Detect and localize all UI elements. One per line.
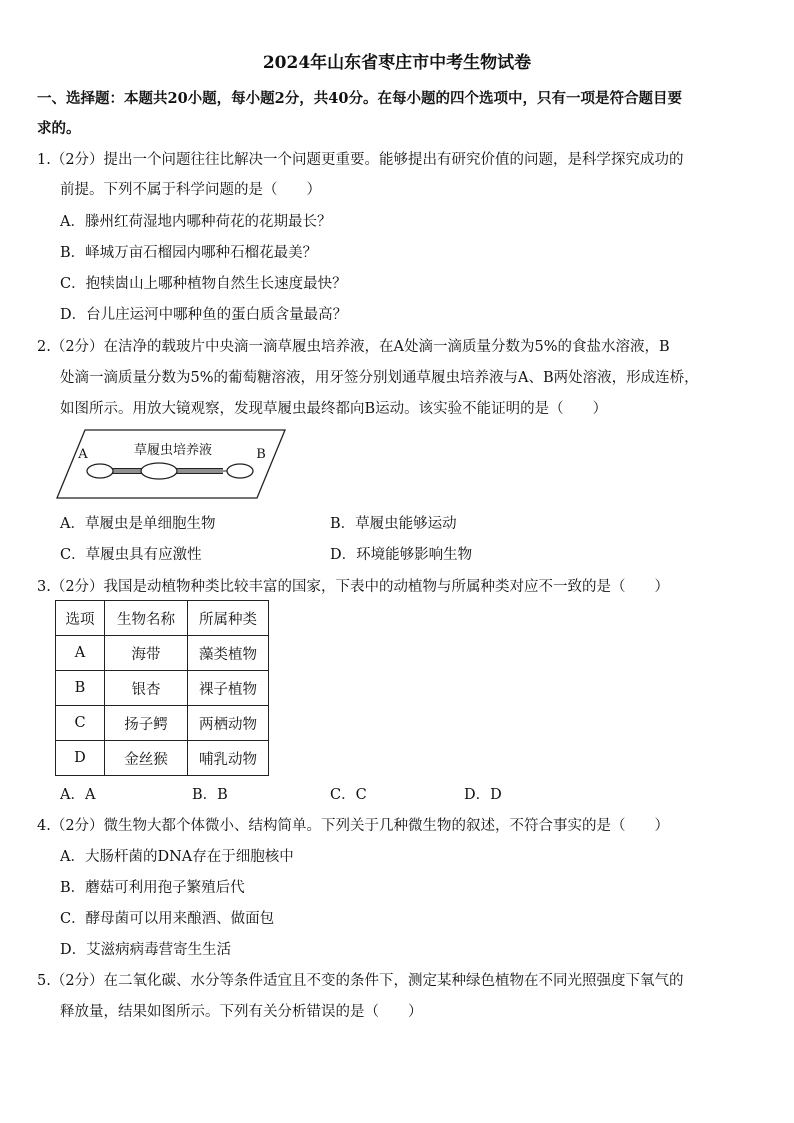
- table-cell: 哺乳动物: [188, 741, 269, 776]
- question-3-option-c: C．C: [330, 787, 367, 803]
- question-5-stem-line2: 释放量，结果如图所示。下列有关分析错误的是（ ）: [60, 1004, 423, 1020]
- question-4-option-d: D．艾滋病病毒营寄生生活: [60, 942, 232, 958]
- question-2-option-b: B．草履虫能够运动: [330, 516, 457, 532]
- figure-label-a: A: [78, 447, 88, 462]
- table-header-cell: 生物名称: [105, 601, 188, 636]
- question-2-stem-line2: 处滴一滴质量分数为5%的葡萄糖溶液，用牙签分别划通草履虫培养液与A、B两处溶液，形成连桥，: [60, 370, 699, 386]
- question-1-option-a: A．滕州红荷湿地内哪种荷花的花期最长？: [60, 214, 332, 230]
- glass-slide-outline: [57, 430, 285, 498]
- question-2-option-c: C．草履虫具有应激性: [60, 547, 202, 563]
- table-header-cell: 选项: [56, 601, 105, 636]
- table-header-row: [56, 601, 269, 636]
- drop-a: [87, 464, 113, 478]
- section-heading-line1: 一、选择题：本题共20小题，每小题2分，共40分。在每小题的四个选项中，只有一项是符合题目要: [37, 90, 682, 107]
- table-cell: C: [56, 706, 105, 741]
- question-3-stem-line1: 3.（2分）我国是动植物种类比较丰富的国家，下表中的动植物与所属种类对应不一致的是（ ）: [37, 579, 670, 595]
- species-table: [55, 600, 269, 776]
- exam-title: 2024年山东省枣庄市中考生物试卷: [262, 53, 532, 73]
- table-cell: 银杏: [105, 671, 188, 706]
- question-3-option-d: D．D: [464, 787, 502, 803]
- table-cell: 扬子鳄: [105, 706, 188, 741]
- question-4-option-b: B．蘑菇可利用孢子繁殖后代: [60, 880, 245, 896]
- figure-label-b: B: [256, 447, 266, 462]
- question-3-option-b: B．B: [192, 787, 228, 803]
- drop-b: [227, 464, 253, 478]
- question-2-stem-line1: 2.（2分）在洁净的载玻片中央滴一滴草履虫培养液，在A处滴一滴质量分数为5%的食盐水溶液，B: [37, 339, 670, 355]
- question-3-option-a: A．A: [60, 787, 96, 803]
- question-1-stem-line2: 前提。下列不属于科学问题的是（ ）: [60, 182, 321, 198]
- section-heading-line2: 求的。: [37, 120, 81, 137]
- question-5-stem-line1: 5.（2分）在二氧化碳、水分等条件适宜且不变的条件下，测定某种绿色植物在不同光照强度下氧气的: [37, 973, 684, 989]
- figure-label-center: 草履虫培养液: [133, 443, 213, 458]
- table-cell: A: [56, 636, 105, 671]
- table-cell: D: [56, 741, 105, 776]
- table-row: [56, 636, 269, 671]
- table-header-cell: 所属种类: [188, 601, 269, 636]
- question-4-stem-line1: 4.（2分）微生物大都个体微小、结构简单。下列关于几种微生物的叙述，不符合事实的是（ ）: [37, 818, 670, 834]
- question-2-option-d: D．环境能够影响生物: [330, 547, 473, 563]
- table-row: [56, 706, 269, 741]
- question-2-option-a: A．草履虫是单细胞生物: [60, 516, 216, 532]
- table-row: [56, 741, 269, 776]
- table-cell: 海带: [105, 636, 188, 671]
- table-row: [56, 671, 269, 706]
- question-4-option-c: C．酵母菌可以用来酿酒、做面包: [60, 911, 275, 927]
- table-cell: 两栖动物: [188, 706, 269, 741]
- table-cell: B: [56, 671, 105, 706]
- table-cell: 金丝猴: [105, 741, 188, 776]
- drop-center: [141, 463, 177, 479]
- question-1-option-d: D．台儿庄运河中哪种鱼的蛋白质含量最高？: [60, 307, 348, 323]
- question-1-stem-line1: 1.（2分）提出一个问题往往比解决一个问题更重要。能够提出有研究价值的问题，是科学探究成功的: [37, 152, 684, 168]
- question-1-option-c: C．抱犊崮山上哪种植物自然生长速度最快？: [60, 276, 347, 292]
- question-2-stem-line3: 如图所示。用放大镜观察，发现草履虫最终都向B运动。该实验不能证明的是（ ）: [60, 401, 608, 417]
- table-cell: 藻类植物: [188, 636, 269, 671]
- slide-diagram: [55, 426, 287, 500]
- question-1-option-b: B．峄城万亩石榴园内哪种石榴花最美？: [60, 245, 318, 261]
- table-cell: 裸子植物: [188, 671, 269, 706]
- question-4-option-a: A．大肠杆菌的DNA存在于细胞核中: [60, 849, 294, 865]
